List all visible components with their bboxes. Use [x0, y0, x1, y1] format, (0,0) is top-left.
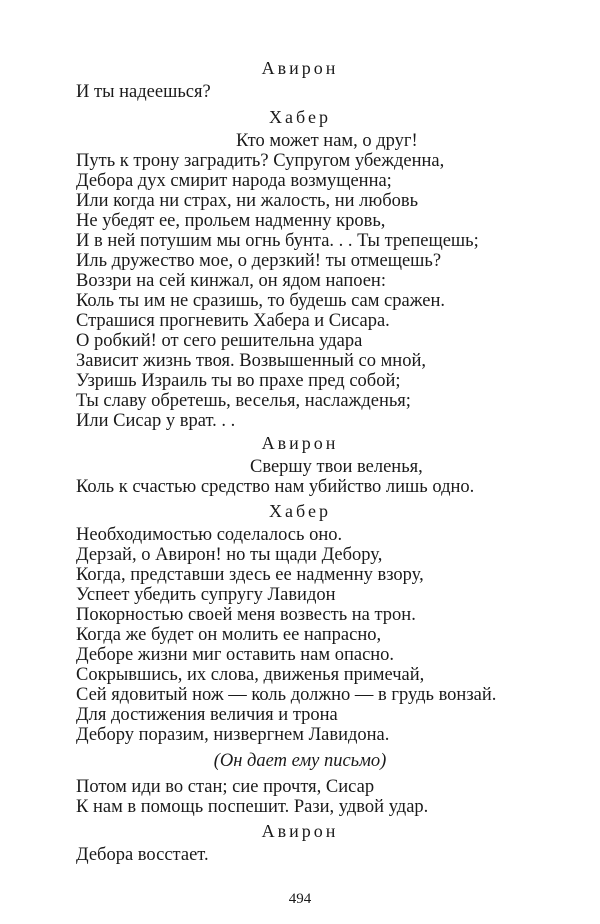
verse-line: Когда же будет он молить ее напрасно, — [76, 625, 382, 645]
verse-line: Воззри на сей кинжал, он ядом напоен: — [76, 271, 386, 291]
verse-line: Путь к трону заградить? Супругом убежденна, — [76, 151, 445, 171]
verse-line: Иль дружество мое, о дерзкий! ты отмещешь? — [76, 251, 442, 271]
speaker-aviron: Авирон — [261, 58, 339, 78]
verse-line: Успеет убедить супругу Лавидон — [76, 585, 336, 605]
verse-line: Сей ядовитый нож — коль должно — в грудь вонзай. — [76, 685, 497, 705]
verse-line: Зависит жизнь твоя. Возвышенный со мной, — [76, 351, 426, 371]
speaker-khaber: Хабер — [269, 501, 331, 521]
verse-line: Когда, представши здесь ее надменну взору, — [76, 565, 424, 585]
verse-line: Коль к счастью средство нам убийство лишь одно. — [76, 477, 475, 497]
verse-line: Или когда ни страх, ни жалость, ни любовь — [76, 191, 419, 211]
verse-line: Дебору поразим, низвергнем Лавидона. — [76, 725, 390, 745]
verse-line: Потом иди во стан; сие прочтя, Сисар — [76, 777, 375, 797]
verse-line: Дебора дух смирит народа возмущенна; — [76, 171, 392, 191]
verse-line: Дерзай, о Авирон! но ты щади Дебору, — [76, 545, 383, 565]
stage-direction: (Он дает ему письмо) — [213, 751, 387, 771]
verse-line: Необходимостью соделалось оно. — [76, 525, 343, 545]
verse-line: Ты славу обретешь, веселья, наслажденья; — [76, 391, 411, 411]
verse-line: И в ней потушим мы огнь бунта. . . Ты трепещешь; — [76, 231, 479, 251]
verse-line: И ты надеешься? — [76, 82, 211, 102]
verse-line: Страшися прогневить Хабера и Сисара. — [76, 311, 390, 331]
verse-line: О робкий! от сего решительна удара — [76, 331, 363, 351]
verse-line: Дебора восстает. — [76, 845, 209, 865]
verse-line: Свершу твои веленья, — [250, 457, 423, 477]
verse-line: Коль ты им не сразишь, то будешь сам сражен. — [76, 291, 446, 311]
verse-line: К нам в помощь поспешит. Рази, удвой удар. — [76, 797, 429, 817]
verse-line: Не убедят ее, прольем надменну кровь, — [76, 211, 386, 231]
verse-line: Или Сисар у врат. . . — [76, 411, 236, 431]
verse-line: Покорностью своей меня возвесть на трон. — [76, 605, 416, 625]
verse-line: Узришь Израиль ты во прахе пред собой; — [76, 371, 401, 391]
speaker-khaber: Хабер — [269, 107, 331, 127]
verse-line: Сокрывшись, их слова, движенья примечай, — [76, 665, 425, 685]
verse-line: Для достижения величия и трона — [76, 705, 338, 725]
verse-line: Кто может нам, о друг! — [236, 131, 418, 151]
speaker-aviron: Авирон — [261, 433, 339, 453]
verse-line: Деборе жизни миг оставить нам опасно. — [76, 645, 395, 665]
speaker-aviron: Авирон — [261, 821, 339, 841]
page-number: 494 — [288, 891, 312, 907]
